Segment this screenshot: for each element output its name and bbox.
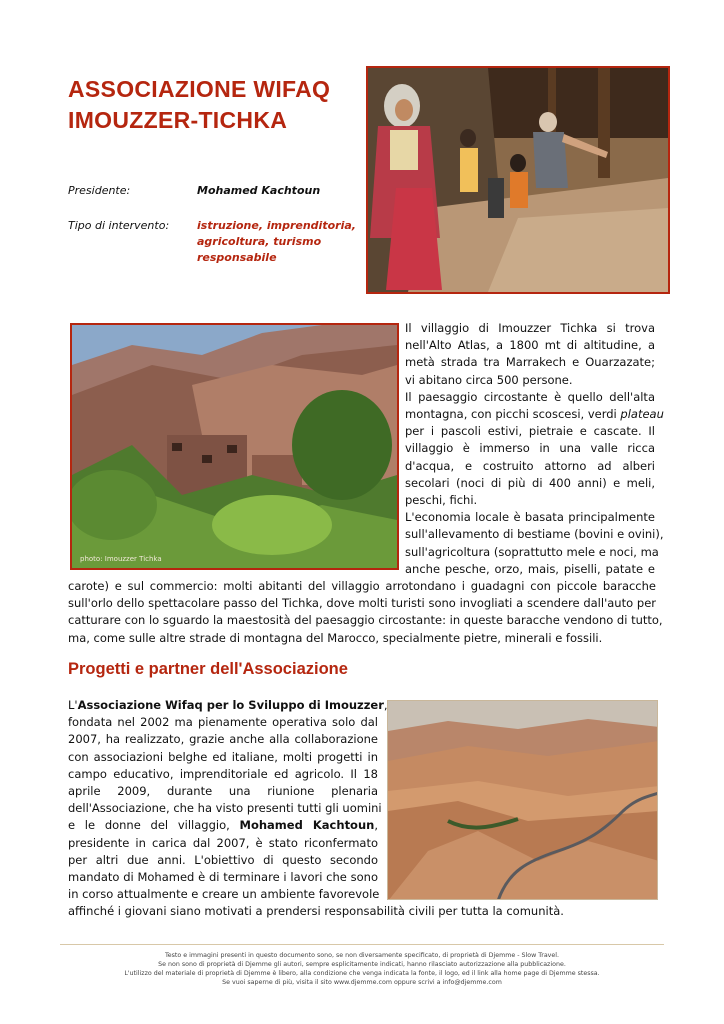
photo-villagers <box>366 66 670 294</box>
intro-line: villaggio è immerso in una valle ricca <box>405 441 655 456</box>
presidente-value: Mohamed Kachtoun <box>197 184 321 197</box>
photo-mountain-road <box>387 700 658 900</box>
intro-line: Il villaggio di Imouzzer Tichka si trova <box>405 321 655 335</box>
section2-line: in corso attualmente e creare un ambiente favorevole <box>68 887 380 902</box>
villagers-photo-image <box>368 68 668 292</box>
photo-village <box>70 323 399 570</box>
mountain-road-photo-image <box>388 701 658 900</box>
intervento-line: istruzione, imprenditoria, <box>197 219 356 232</box>
section2-line: con associazioni belghe ed italiane, molti progetti in <box>68 749 378 764</box>
section2-line: fondata nel 2002 ma pienamente operativa solo dal <box>68 715 378 730</box>
section2-line: mandato di Mohamed è di terminare i lavori che sono <box>68 870 378 885</box>
intro-full-line: carote) e sul commercio: molti abitanti del villaggio arrotondano i guadagni con piccole baracche <box>68 579 656 593</box>
section2-line: aprile 2009, durante una riunione plenaria <box>68 784 378 799</box>
intervento-value <box>197 218 356 266</box>
intro-line: per i pascoli estivi, pietraie e cascate. Il <box>405 424 655 439</box>
village-photo-image <box>72 325 397 568</box>
section2-line: 2007, ha realizzato, grazie anche alla collaborazione <box>68 732 378 747</box>
intro-line: anche pesche, orzo, mais, piselli, patate e <box>405 561 655 576</box>
intro-line: nell'Alto Atlas, a 1800 mt di altitudine, a <box>405 338 655 353</box>
footer-line: Se vuoi saperne di più, visita il sito www.djemme.com oppure scrivi a info@djemme.com <box>222 979 502 986</box>
intro-line: vi abitano circa 500 persone. <box>405 372 573 387</box>
section2-line: L'Associazione Wifaq per lo Sviluppo di Imouzzer, <box>68 698 388 712</box>
intro-line: sull'agricoltura (soprattutto mele e noci, ma <box>405 544 659 559</box>
intro-line: montagna, con picchi scoscesi, verdi plateau <box>405 407 664 422</box>
intro-side-text <box>405 320 664 578</box>
section2-line: per altri due anni. L'obiettivo di questo secondo <box>68 852 378 867</box>
intervento-label: Tipo di intervento: <box>68 219 170 232</box>
section2-line: e le donne del villaggio, Mohamed Kachtoun, <box>68 818 378 833</box>
presidente-label: Presidente: <box>68 184 131 197</box>
footer-line: Se non sono di proprietà di Djemme gli autori, sempre esplicitamente indicati, hanno rilasciato autorizzazione alla pubblicazione. <box>158 961 566 968</box>
intro-full-line: sull'orlo dello spettacolare passo del Tichka, dove molti turisti sono invogliati a scendere dall'auto per <box>68 596 656 611</box>
intro-line: d'acqua, e costruito attorno ad alberi <box>405 458 655 473</box>
section2-side-text <box>68 697 388 903</box>
section-heading: Progetti e partner dell'Associazione <box>68 660 348 678</box>
section2-full-line: affinché i giovani siano motivati a prendersi responsabilità civili per tutta la comunità. <box>68 904 564 918</box>
intro-full-line: catturare con lo sguardo la maestosità del paesaggio circostante: in queste baracche vendono di tutto, <box>68 613 663 628</box>
section2-line: dell'Associazione, che ha visto presenti tutti gli uomini <box>68 801 382 816</box>
intervento-line: agricoltura, turismo <box>197 235 322 248</box>
footer-line: Testo e immagini presenti in questo documento sono, se non diversamente specificato, di proprietà di Djemme - Slow Travel. <box>164 952 560 959</box>
intro-line: sull'allevamento di bestiame (bovini e ovini), <box>405 527 664 542</box>
intro-line: Il paesaggio circostante è quello dell'alta <box>405 389 655 404</box>
section2-line: presidente in carica dal 2007, è stato riconfermato <box>68 835 378 850</box>
intro-line: peschi, fichi. <box>405 493 478 508</box>
footer-line: L'utilizzo del materiale di proprietà di Djemme è libero, alla condizione che venga indicata la fonte, il logo, ed il link alla home page di Djemme stessa. <box>124 970 600 977</box>
document-title <box>68 74 368 136</box>
intro-line: L'economia locale è basata principalmente <box>405 510 655 525</box>
intro-full-line: ma, come sulle altre strade di montagna del Marocco, specialmente pietre, minerali e fossili. <box>68 630 603 645</box>
intro-full-text <box>68 578 663 647</box>
intro-line: secolari (noci di più di 400 anni) e meli, <box>405 475 655 490</box>
title-line-2: IMOUZZER-TICHKA <box>68 107 288 133</box>
intro-line: metà strada tra Marrakech e Ouarzazate; <box>405 355 655 370</box>
intervento-line: responsabile <box>197 251 277 264</box>
photo-caption: photo: Imouzzer Tichka <box>80 555 162 563</box>
title-line-1: ASSOCIAZIONE WIFAQ <box>68 76 331 102</box>
footer <box>60 944 664 987</box>
section2-line: campo educativo, imprenditoriale ed agricolo. Il 18 <box>68 766 378 781</box>
